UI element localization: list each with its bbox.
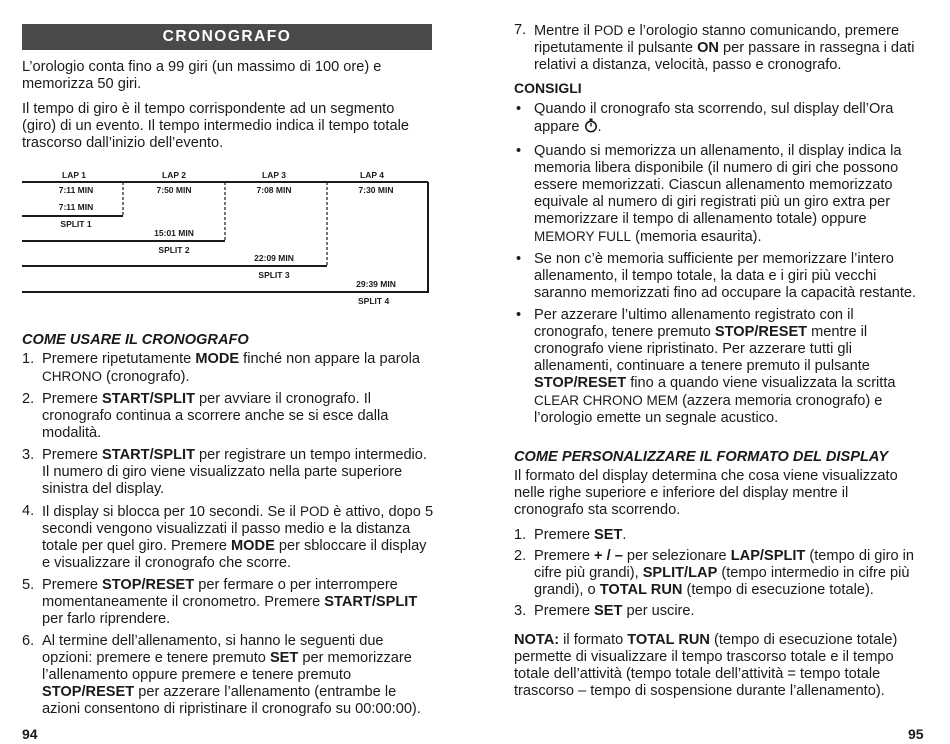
lap-4-label: LAP 4 [360,170,384,180]
step-2: 2. Premere START/SPLIT per avviare il cronografo. Il cronografo continua a scorrere anche se si esce dalla modalità. [22,391,389,441]
tips-list [514,101,924,427]
note-paragraph: NOTA: il formato TOTAL RUN (tempo di esecuzione totale) permette di visualizzare il tempo trascorso totale e il tempo totale dell’attività (tempo totale dell’attività = tempo totale trascorso – tempo di sospensione durante l’allenamento). [514,632,898,699]
tip-4: • Per azzerare l’ultimo allenamento registrato con il cronografo, tenere premuto STOP/RESET mentre il cronografo viene ripristinato. Per azzerare tutti gli allenamenti, continuare a tenere premuto il pulsante STOP/RESET fino a quando viene visualizzata la scritta CLEAR CHRONO MEM (azzera memoria cronografo) e l’orologio emette un segnale acustico. [516,307,896,426]
lap-1-time: 7:11 MIN [58,185,94,195]
split-2-time: 15:01 MIN [154,228,194,238]
display-intro: Il formato del display determina che cosa viene visualizzato nelle righe superiore e inferiore del display mentre il cronografo sta scorrendo. [514,468,898,518]
stopwatch-icon [584,118,598,138]
step-3: 3. Premere START/SPLIT per registrare un tempo intermedio. Il numero di giro viene visualizzato nella parte superiore sinistra del display. [22,447,427,497]
lap-3-time: 7:08 MIN [256,185,292,195]
split-3-label: SPLIT 3 [258,270,290,280]
lap-1-label: LAP 1 [62,170,86,180]
step-1: 1. Premere ripetutamente MODE finché non appare la parola CHRONO (cronografo). [22,351,421,385]
lap-2-time: 7:50 MIN [156,185,192,195]
note-label: NOTA: [514,632,560,648]
split-1-time: 7:11 MIN [58,202,94,212]
display-steps-list [514,527,924,620]
lap-3-label: LAP 3 [262,170,286,180]
lap-dividers [123,182,327,266]
how-to-title: COME USARE IL CRONOGRAFO [22,332,249,348]
display-step-2: 2. Premere + / – per selezionare LAP/SPLIT (tempo di giro in cifre più grandi), SPLIT/LAP (tempo intermedio in cifre più grandi), o TOTAL RUN (tempo di esecuzione totale). [514,548,915,598]
step-5: 5. Premere STOP/RESET per fermare o per interrompere momentaneamente il cronometro. Premere START/SPLIT per farlo riprendere. [22,577,418,627]
tip-2: • Quando si memorizza un allenamento, il display indica la memoria libera disponibile (il numero di giri che possono essere memorizzati. Ciascun allenamento memorizzato equivale al numero di giri registrati più un giro extra per memorizzare il tempo di allenamento totale) oppure MEMORY FULL (memoria esaurita). [516,143,902,245]
display-step-3: 3. Premere SET per uscire. [514,603,695,619]
section-header: CRONOGRAFO [22,24,432,50]
split-4-label: SPLIT 4 [358,296,390,306]
steps-list [22,351,434,718]
step-7: 7. Mentre il POD e l’orologio stanno comunicando, premere ripetutamente il pulsante ON per passare in rassegna i dati relativi a distanza, velocità, passo e cronografo. [514,22,915,73]
split-2-label: SPLIT 2 [158,245,190,255]
page-number-right: 95 [908,726,924,742]
step-4: 4. Il display si blocca per 10 secondi. Se il POD è attivo, dopo 5 secondi vengono visualizzati il passo medio e la distanza totale per quel giro. Premere MODE per sbloccare il display e visualizzare il cronografo che scorre. [22,503,434,571]
display-step-1: 1. Premere SET. [514,527,627,543]
split-4-time: 29:39 MIN [356,279,396,289]
lap-split-diagram [22,168,432,298]
tip-3: • Se non c’è memoria sufficiente per memorizzare l’intero allenamento, il tempo totale, la data e i giri più vecchi saranno memorizzati fino ad occupare la capacità restante. [516,251,917,301]
tips-title: CONSIGLI [514,80,582,96]
step-6: 6. Al termine dell’allenamento, si hanno le seguenti due opzioni: premere e tenere premuto SET per memorizzare l’allenamento oppure premere e tenere premuto STOP/RESET per azzerare l’allenamento (entrambe le azioni consentono di ripristinare il cronografo su 00:00:00). [22,633,421,717]
page-number-left: 94 [22,726,38,742]
lap-labels [62,170,384,180]
lap-times [59,185,394,195]
lap-4-time: 7:30 MIN [358,185,394,195]
intro-paragraph-1: L’orologio conta fino a 99 giri (un massimo di 100 ore) e memorizza 50 giri. [22,59,382,92]
intro-paragraph-2: Il tempo di giro è il tempo corrispondente ad un segmento (giro) di un evento. Il tempo intermedio indica il tempo totale trascorso dall’inizio dell’evento. [22,101,409,151]
tip-1: • Quando il cronografo sta scorrendo, sul display dell’Ora appare . [514,101,924,138]
split-1-label: SPLIT 1 [60,219,92,229]
display-format-title: COME PERSONALIZZARE IL FORMATO DEL DISPLAY [514,449,889,465]
lap-2-label: LAP 2 [162,170,186,180]
split-3-time: 22:09 MIN [254,253,294,263]
